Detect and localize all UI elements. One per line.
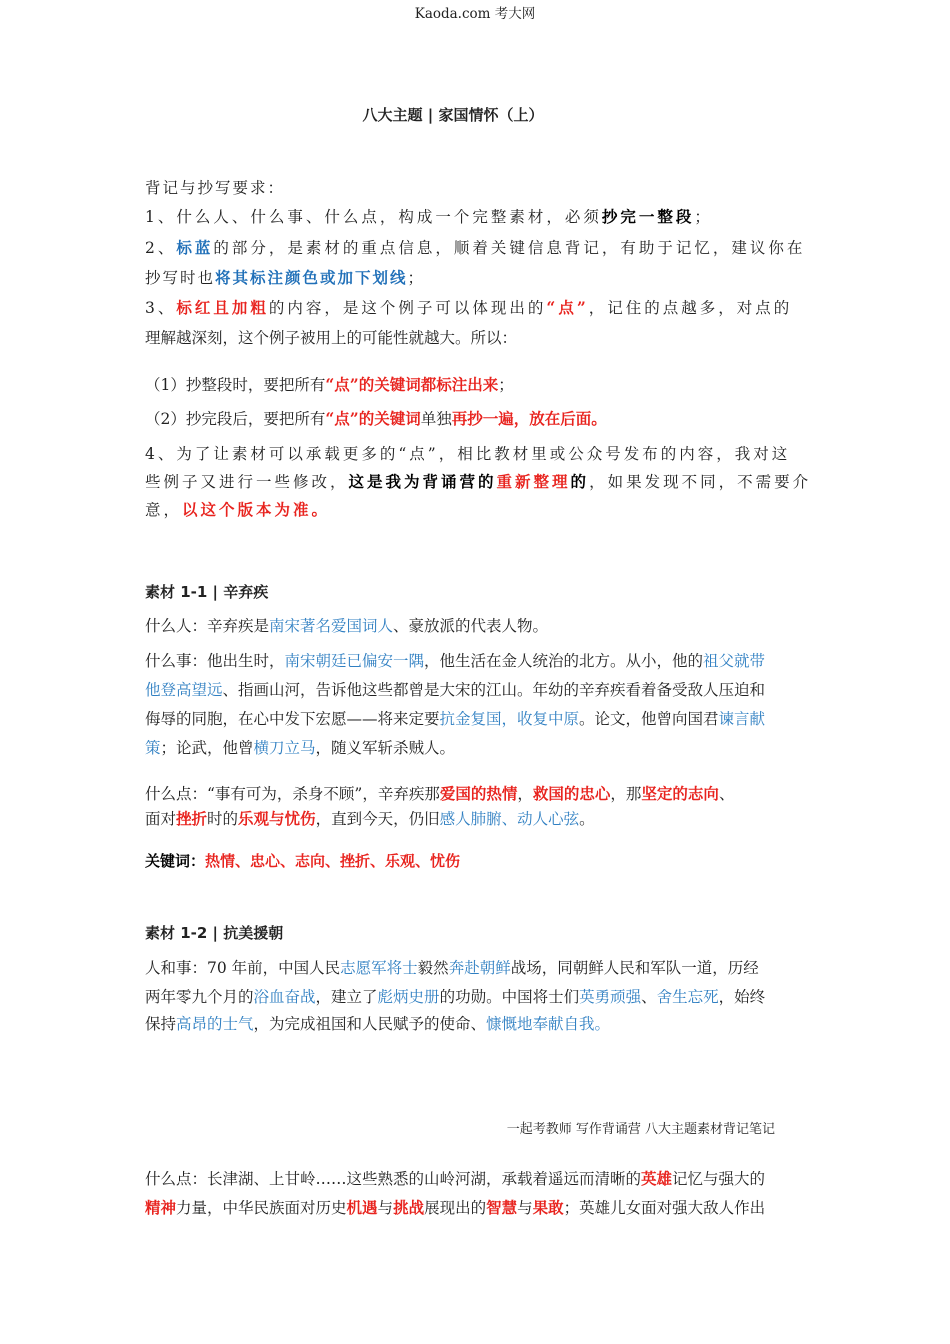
- next-red-6: 果敢: [532, 1198, 564, 1217]
- m2-text-1: 人和事：70 年前，中国人民: [145, 959, 341, 977]
- m2-text-3: 战场，同朝鲜人民和军队一道，历经: [510, 959, 759, 977]
- what-blue-4: 抗金复国，收复中原: [439, 710, 580, 728]
- m2-blue-7: 高昂的士气: [176, 1015, 254, 1033]
- what-blue-3: 他登高望远: [145, 681, 223, 699]
- document-title: 八大主题 | 家国情怀（上）: [362, 106, 544, 124]
- next-red-3: 机遇: [346, 1198, 378, 1217]
- next-red-1: 英雄: [641, 1169, 673, 1188]
- next-red-4: 挑战: [393, 1198, 425, 1217]
- m2-text-7: ，始终: [718, 988, 766, 1006]
- next-red-2: 精神: [145, 1198, 177, 1217]
- point-red-5: 乐观与忧伤: [238, 809, 316, 828]
- keywords-list: 热情、忠心、志向、挫折、乐观、忧伤: [205, 852, 461, 870]
- what-text-1: 什么事：他出生时，: [145, 652, 285, 670]
- material-1-1-what-line2: [145, 680, 765, 700]
- material-1-1-what-line1: [145, 651, 765, 671]
- requirement-2-end: ；: [407, 269, 426, 287]
- what-text-2: ，他生活在金人统治的北方。从小，他的: [424, 652, 704, 670]
- m2-text-6: 的功勋。中国将士们: [439, 988, 580, 1006]
- material-1-2-line2: [145, 987, 765, 1007]
- point-sep-2: 、: [718, 785, 735, 803]
- next-red-5: 智慧: [486, 1198, 518, 1217]
- next-text-7: ；英雄儿女面对强大敌人作出: [563, 1199, 766, 1217]
- next-text-2: 记忆与强大的: [672, 1170, 766, 1188]
- point-red-3: 坚定的志向: [641, 784, 719, 803]
- material-1-1-point-line1: [145, 784, 734, 804]
- requirements-heading: 背记与抄写要求：: [145, 179, 286, 197]
- m2-text-4: 两年零九个月的: [145, 988, 254, 1006]
- point-sep-1: ，: [517, 785, 533, 803]
- what-blue-5: 谏言献: [718, 710, 766, 728]
- point-blue-1: 感人肺腑、动人心弦: [439, 810, 580, 828]
- m2-blue-3: 浴血奋战: [253, 988, 316, 1006]
- sub-requirement-1-end: ；: [498, 376, 514, 394]
- sub-requirement-2-red2: 再抄一遍，放在后面。: [451, 409, 607, 428]
- what-blue-1: 南宋朝廷已偏安一隅: [284, 652, 425, 670]
- sub-requirement-2-red: “点”的关键词: [325, 409, 421, 428]
- what-text-5: 。论文，他曾向国君: [579, 710, 719, 728]
- point-text-3: 面对: [145, 810, 177, 828]
- requirement-4-text: 些例子又进行一些修改，: [145, 473, 349, 491]
- requirement-4-bold: 这是我为背诵营的: [348, 472, 497, 491]
- material-1-1-point-line2: [145, 809, 595, 829]
- material-1-2-line3: [145, 1014, 610, 1034]
- what-text-4: 侮辱的同胞，在心中发下宏愿——将来定要: [145, 710, 440, 728]
- m2-blue-8: 慷慨地奉献自我。: [486, 1015, 611, 1033]
- sub-requirement-2: [145, 409, 607, 429]
- keywords-label: 关键词：: [145, 852, 206, 870]
- next-text-6: 与: [517, 1199, 533, 1217]
- requirement-1-text: 1、什么人、什么事、什么点，构成一个完整素材，必须: [145, 208, 602, 226]
- point-text-2: ，那: [610, 785, 642, 803]
- next-text-3: 力量，中华民族面对历史: [176, 1199, 347, 1217]
- requirement-2-num: 2、: [145, 239, 177, 257]
- requirement-2-blue-emphasis: 将其标注颜色或加下划线: [215, 268, 408, 287]
- m2-text-2: 毅然: [417, 959, 449, 977]
- requirement-1-end: ；: [694, 208, 713, 226]
- material-1-2-line1: [145, 958, 759, 978]
- sub-requirement-1: [145, 375, 514, 395]
- material-1-2-point-line1: [145, 1169, 765, 1189]
- site-header: Kaoda.com 考大网: [414, 6, 536, 22]
- what-blue-6: 策: [145, 739, 161, 757]
- material-1-1-who: [145, 616, 548, 636]
- who-blue: 南宋著名爱国词人: [269, 617, 394, 635]
- sub-requirement-2-text: （2）抄完段后，要把所有: [145, 410, 326, 428]
- material-1-1-what-line4: [145, 738, 455, 758]
- m2-text-9: ，为完成祖国和人民赋予的使命、: [253, 1015, 487, 1033]
- requirement-3-text2: ，记住的点越多，对点的: [588, 299, 793, 317]
- requirement-3: [145, 298, 792, 318]
- material-1-1-keywords: [145, 851, 460, 871]
- point-red-2: 救国的忠心: [532, 784, 611, 803]
- requirement-4-red: 重新整理: [496, 472, 571, 491]
- requirement-2-text: 的部分，是素材的重点信息，顺着关键信息背记，有助于记忆，建议你在: [213, 239, 806, 257]
- m2-blue-6: 舍生忘死: [656, 988, 719, 1006]
- point-red-1: 爱国的热情: [439, 784, 518, 803]
- material-1-1-what-line3: [145, 709, 765, 729]
- what-text-6: ；论武，他曾: [160, 739, 254, 757]
- sub-requirement-1-text: （1）抄整段时，要把所有: [145, 376, 326, 394]
- requirement-3-text: 的内容，是这个例子可以体现出的: [268, 299, 547, 317]
- requirement-2-cont-text: 抄写时也: [145, 269, 216, 287]
- m2-blue-4: 彪炳史册: [377, 988, 440, 1006]
- requirement-4-cont: [145, 472, 811, 492]
- requirement-1: [145, 207, 713, 227]
- material-1-2-title: 素材 1-2 | 抗美援朝: [145, 924, 284, 942]
- requirement-3-red: 标红且加粗: [176, 298, 269, 317]
- m2-text-8: 保持: [145, 1015, 177, 1033]
- requirement-4-end-red: 以这个版本为准。: [182, 500, 331, 519]
- m2-sep: 、: [641, 988, 657, 1006]
- point-end: 。: [579, 810, 595, 828]
- requirement-3-num: 3、: [145, 299, 177, 317]
- requirement-3-cont: 理解越深刻，这个例子被用上的可能性就越大。所以：: [145, 329, 518, 347]
- requirement-2: [145, 238, 805, 258]
- material-1-2-point-line2: [145, 1198, 765, 1218]
- requirement-2-blue: 标蓝: [176, 238, 214, 257]
- what-blue-7: 横刀立马: [253, 739, 316, 757]
- requirement-4-end-text: 意，: [145, 501, 183, 519]
- next-text-1: 什么点：长津湖、上甘岭……这些熟悉的山岭河湖，承载着遥远而清晰的: [145, 1170, 642, 1188]
- m2-blue-5: 英勇顽强: [579, 988, 642, 1006]
- m2-blue-1: 志愿军将士: [340, 959, 418, 977]
- requirement-4-bold2: 的: [570, 472, 590, 491]
- what-blue-2: 祖父就带: [703, 652, 766, 670]
- m2-blue-2: 奔赴朝鲜: [448, 959, 511, 977]
- requirement-4-text2: ，如果发现不同，不需要介: [589, 473, 812, 491]
- who-end: 、豪放派的代表人物。: [393, 617, 549, 635]
- material-1-1-title: 素材 1-1 | 辛弃疾: [145, 583, 269, 601]
- requirement-4-end: [145, 500, 330, 520]
- point-text-5: ，直到今天，仍旧: [315, 810, 440, 828]
- point-red-4: 挫折: [176, 809, 208, 828]
- what-text-3: 、指画山河，告诉他这些都曾是大宋的江山。年幼的辛弃疾看着备受敌人压迫和: [222, 681, 766, 699]
- point-text-1: 什么点：“事有可为，杀身不顾”，辛弃疾那: [145, 785, 440, 803]
- requirement-2-cont: [145, 268, 425, 288]
- sub-requirement-1-red: “点”的关键词都标注出来: [325, 375, 499, 394]
- what-text-7: ，随义军斩杀贼人。: [315, 739, 456, 757]
- requirement-4: 4、为了让素材可以承载更多的“点”，相比教材里或公众号发布的内容，我对这: [145, 445, 791, 463]
- next-text-4: 与: [377, 1199, 394, 1217]
- next-text-5: 展现出的: [424, 1199, 487, 1217]
- m2-text-5: ，建立了: [315, 988, 378, 1006]
- requirement-1-emphasis: 抄完一整段: [601, 207, 695, 226]
- who-text: 什么人：辛弃疾是: [145, 617, 270, 635]
- point-text-4: 时的: [207, 810, 239, 828]
- requirement-3-point: “点”: [546, 298, 589, 317]
- sub-requirement-2-mid: 单独: [420, 410, 452, 428]
- page-footer-note: 一起考教师 写作背诵营 八大主题素材背记笔记: [506, 1122, 775, 1137]
